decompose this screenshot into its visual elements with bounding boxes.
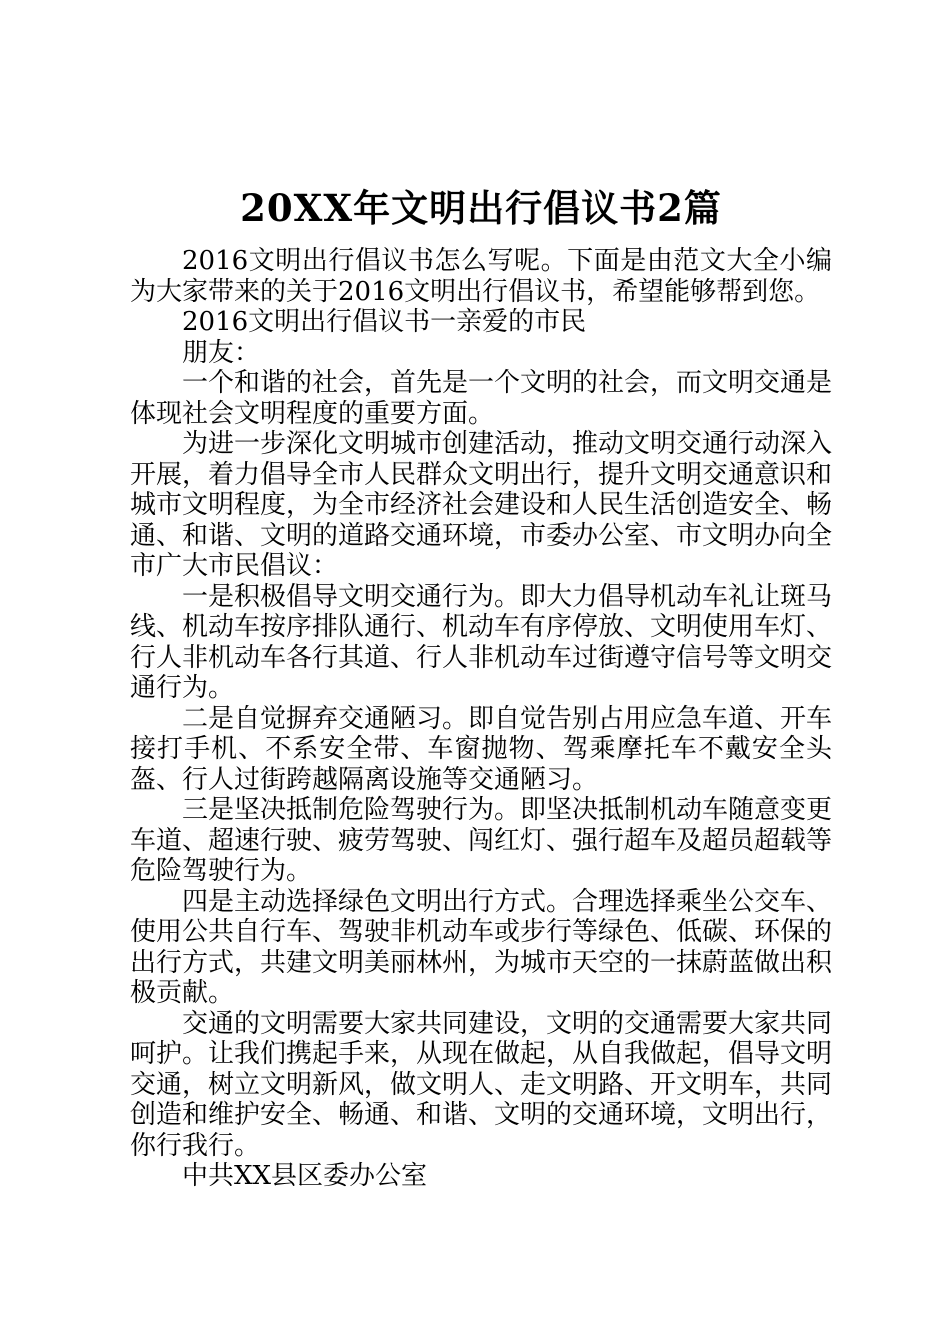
paragraph-intro: 2016文明出行倡议书怎么写呢。下面是由范文大全小编为大家带来的关于2016文明出行倡议书，希望能够帮到您。 <box>130 246 832 307</box>
paragraph-body-2: 为进一步深化文明城市创建活动，推动文明交通行动深入开展，着力倡导全市人民群众文明出行，提升文明交通意识和城市文明程度，为全市经济社会建设和人民生活创造安全、畅通、和谐、文明的道路交通环境，市委办公室、市文明办向全市广大市民倡议： <box>130 429 833 581</box>
paragraph-initiative-4: 四是主动选择绿色文明出行方式。合理选择乘坐公交车、使用公共自行车、驾驶非机动车或步行等绿色、低碳、环保的出行方式，共建文明美丽林州，为城市天空的一抹蔚蓝做出积极贡献。 <box>130 886 833 1008</box>
paragraph-initiative-3: 三是坚决抵制危险驾驶行为。即坚决抵制机动车随意变更车道、超速行驶、疲劳驾驶、闯红灯、强行超车及超员超载等危险驾驶行为。 <box>130 795 833 886</box>
paragraph-closing: 交通的文明需要大家共同建设，文明的交通需要大家共同呵护。让我们携起手来，从现在做起，从自我做起，倡导文明交通，树立文明新风，做文明人、走文明路、开文明车，共同创造和维护安全、畅通、和谐、文明的交通环境，文明出行，你行我行。 <box>130 1008 833 1161</box>
paragraph-body-1: 一个和谐的社会，首先是一个文明的社会，而文明交通是体现社会文明程度的重要方面。 <box>130 368 833 429</box>
document-title: 20XX年文明出行倡议书2篇 <box>240 186 722 230</box>
paragraph-signature: 中共XX县区委办公室 <box>182 1161 428 1191</box>
paragraph-initiative-1: 一是积极倡导文明交通行为。即大力倡导机动车礼让斑马线、机动车按序排队通行、机动车有序停放、文明使用车灯、行人非机动车各行其道、行人非机动车过街遵守信号等文明交通行为。 <box>130 581 833 703</box>
paragraph-initiative-2: 二是自觉摒弃交通陋习。即自觉告别占用应急车道、开车接打手机、不系安全带、车窗抛物、驾乘摩托车不戴安全头盔、行人过街跨越隔离设施等交通陋习。 <box>130 703 833 795</box>
paragraph-salutation: 朋友： <box>182 337 261 368</box>
document-page <box>130 178 832 1192</box>
paragraph-subtitle: 2016文明出行倡议书一亲爱的市民 <box>182 307 587 337</box>
